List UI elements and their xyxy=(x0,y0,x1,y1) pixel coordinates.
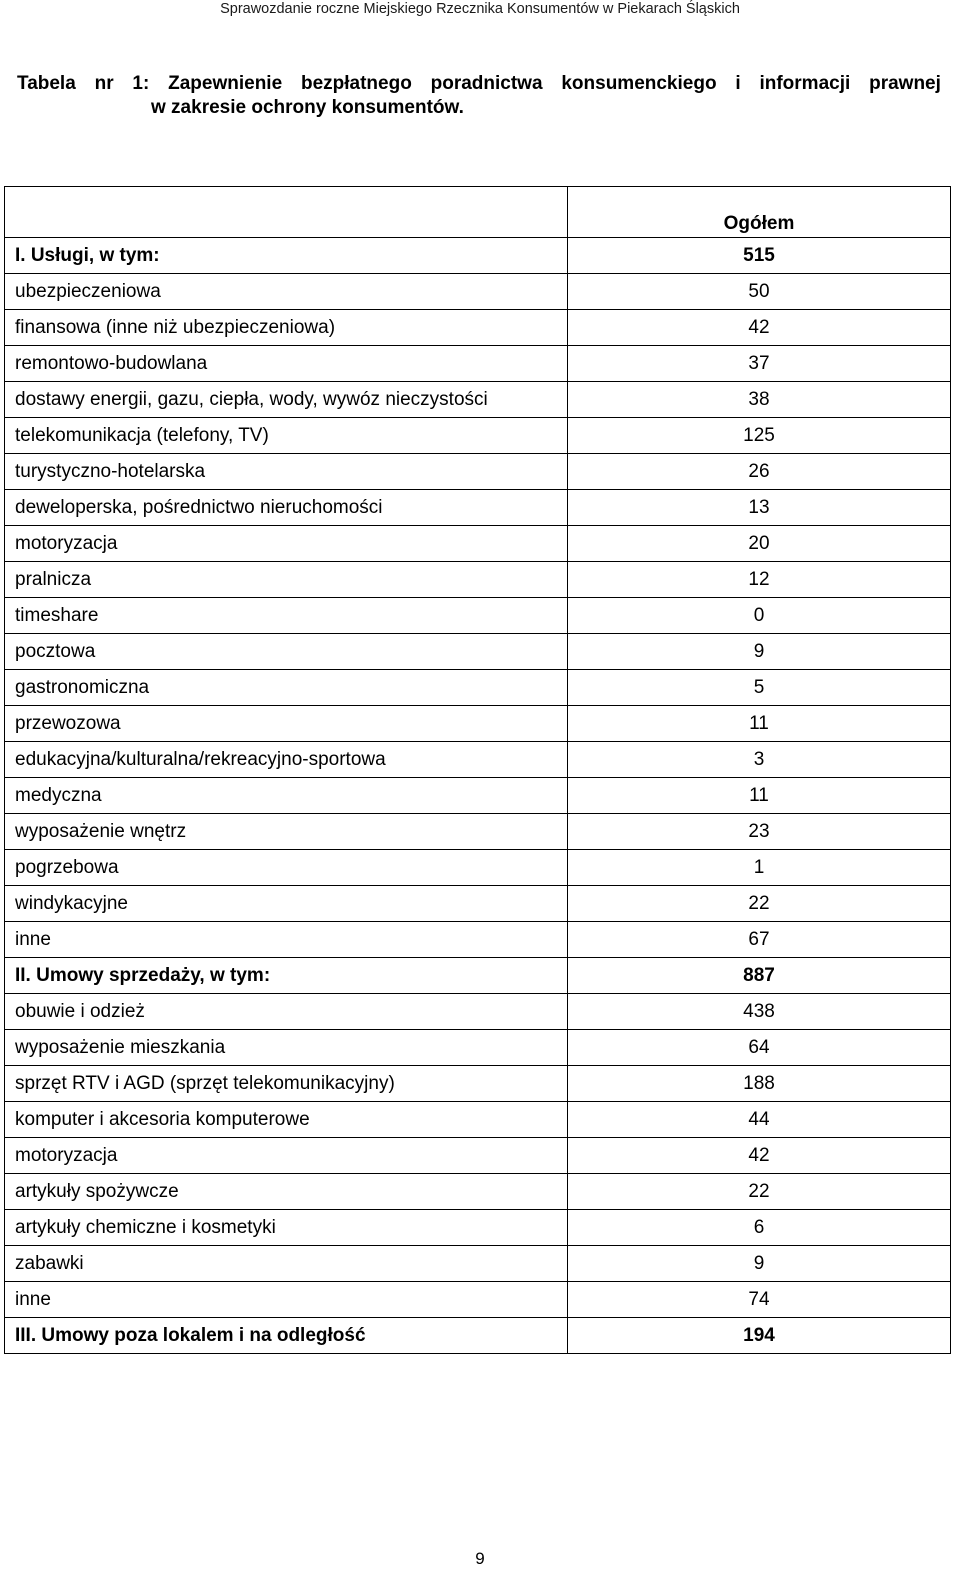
table-section-row xyxy=(5,238,951,274)
column-header-total: Ogółem xyxy=(568,187,951,238)
row-label: pogrzebowa xyxy=(5,850,568,886)
caption-word: poradnictwa xyxy=(430,73,543,94)
row-label: artykuły spożywcze xyxy=(5,1174,568,1210)
row-value: 1 xyxy=(568,850,951,886)
row-value: 64 xyxy=(568,1030,951,1066)
row-label: wyposażenie wnętrz xyxy=(5,814,568,850)
caption-word: i xyxy=(735,73,741,94)
row-value: 12 xyxy=(568,562,951,598)
caption-word: informacji xyxy=(759,73,851,94)
table-row xyxy=(5,382,951,418)
row-value: 50 xyxy=(568,274,951,310)
table-row xyxy=(5,1246,951,1282)
row-value: 6 xyxy=(568,1210,951,1246)
table-row xyxy=(5,670,951,706)
page-number: 9 xyxy=(475,1549,485,1568)
row-value: 887 xyxy=(568,958,951,994)
table-row xyxy=(5,310,951,346)
caption-word: nr xyxy=(94,73,114,94)
row-value: 22 xyxy=(568,1174,951,1210)
row-label: motoryzacja xyxy=(5,526,568,562)
table-row xyxy=(5,994,951,1030)
table-row xyxy=(5,742,951,778)
row-label: sprzęt RTV i AGD (sprzęt telekomunikacyjny) xyxy=(5,1066,568,1102)
row-value: 5 xyxy=(568,670,951,706)
row-label: finansowa (inne niż ubezpieczeniowa) xyxy=(5,310,568,346)
row-label: dostawy energii, gazu, ciepła, wody, wywóz nieczystości xyxy=(5,382,568,418)
caption-line-2: w zakresie ochrony konsumentów. xyxy=(151,97,464,118)
table-row xyxy=(5,526,951,562)
table-row xyxy=(5,886,951,922)
row-value: 515 xyxy=(568,238,951,274)
row-label: deweloperska, pośrednictwo nieruchomości xyxy=(5,490,568,526)
row-value: 11 xyxy=(568,706,951,742)
header-empty-cell xyxy=(5,187,568,238)
row-label: przewozowa xyxy=(5,706,568,742)
row-value: 3 xyxy=(568,742,951,778)
caption-word: Tabela xyxy=(17,73,76,94)
row-value: 22 xyxy=(568,886,951,922)
table-row xyxy=(5,1066,951,1102)
row-value: 0 xyxy=(568,598,951,634)
table-row xyxy=(5,454,951,490)
row-value: 11 xyxy=(568,778,951,814)
row-label: pralnicza xyxy=(5,562,568,598)
table-section-row xyxy=(5,1318,951,1354)
row-value: 9 xyxy=(568,1246,951,1282)
row-label: II. Umowy sprzedaży, w tym: xyxy=(5,958,568,994)
row-label: wyposażenie mieszkania xyxy=(5,1030,568,1066)
table-section-row xyxy=(5,958,951,994)
table-row xyxy=(5,778,951,814)
row-label: medyczna xyxy=(5,778,568,814)
table-row xyxy=(5,1102,951,1138)
row-value: 42 xyxy=(568,1138,951,1174)
row-value: 9 xyxy=(568,634,951,670)
row-label: remontowo-budowlana xyxy=(5,346,568,382)
running-header: Sprawozdanie roczne Miejskiego Rzecznika Konsumentów w Piekarach Śląskich xyxy=(220,1,740,17)
row-label: edukacyjna/kulturalna/rekreacyjno-sportowa xyxy=(5,742,568,778)
table-row xyxy=(5,274,951,310)
table-row xyxy=(5,1210,951,1246)
table-header-row xyxy=(5,187,951,238)
table-row xyxy=(5,562,951,598)
table-row xyxy=(5,706,951,742)
row-label: windykacyjne xyxy=(5,886,568,922)
caption-word: Zapewnienie xyxy=(168,73,283,94)
row-value: 37 xyxy=(568,346,951,382)
table-row xyxy=(5,1282,951,1318)
row-value: 438 xyxy=(568,994,951,1030)
row-value: 125 xyxy=(568,418,951,454)
row-label: zabawki xyxy=(5,1246,568,1282)
row-value: 38 xyxy=(568,382,951,418)
row-label: komputer i akcesoria komputerowe xyxy=(5,1102,568,1138)
row-value: 188 xyxy=(568,1066,951,1102)
row-value: 13 xyxy=(568,490,951,526)
row-label: gastronomiczna xyxy=(5,670,568,706)
row-label: telekomunikacja (telefony, TV) xyxy=(5,418,568,454)
table-row xyxy=(5,1174,951,1210)
caption-word: 1: xyxy=(132,73,150,94)
table-row xyxy=(5,418,951,454)
row-label: artykuły chemiczne i kosmetyki xyxy=(5,1210,568,1246)
caption-word: bezpłatnego xyxy=(300,73,412,94)
table-caption xyxy=(17,72,941,120)
table-row xyxy=(5,1138,951,1174)
caption-word: prawnej xyxy=(869,73,941,94)
row-label: turystyczno-hotelarska xyxy=(5,454,568,490)
row-label: inne xyxy=(5,1282,568,1318)
row-value: 44 xyxy=(568,1102,951,1138)
row-label: ubezpieczeniowa xyxy=(5,274,568,310)
row-label: inne xyxy=(5,922,568,958)
row-label: pocztowa xyxy=(5,634,568,670)
row-label: timeshare xyxy=(5,598,568,634)
table-row xyxy=(5,814,951,850)
table-row xyxy=(5,490,951,526)
table-row xyxy=(5,922,951,958)
row-value: 194 xyxy=(568,1318,951,1354)
row-value: 26 xyxy=(568,454,951,490)
caption-word: konsumenckiego xyxy=(561,73,717,94)
table-row xyxy=(5,346,951,382)
table-row xyxy=(5,850,951,886)
row-label: III. Umowy poza lokalem i na odległość xyxy=(5,1318,568,1354)
row-label: obuwie i odzież xyxy=(5,994,568,1030)
row-value: 23 xyxy=(568,814,951,850)
row-value: 74 xyxy=(568,1282,951,1318)
table-row xyxy=(5,1030,951,1066)
caption-line-1 xyxy=(17,72,941,96)
table-row xyxy=(5,598,951,634)
row-value: 67 xyxy=(568,922,951,958)
row-value: 42 xyxy=(568,310,951,346)
consumer-advice-table xyxy=(4,186,951,1354)
row-label: motoryzacja xyxy=(5,1138,568,1174)
table-row xyxy=(5,634,951,670)
row-label: I. Usługi, w tym: xyxy=(5,238,568,274)
row-value: 20 xyxy=(568,526,951,562)
